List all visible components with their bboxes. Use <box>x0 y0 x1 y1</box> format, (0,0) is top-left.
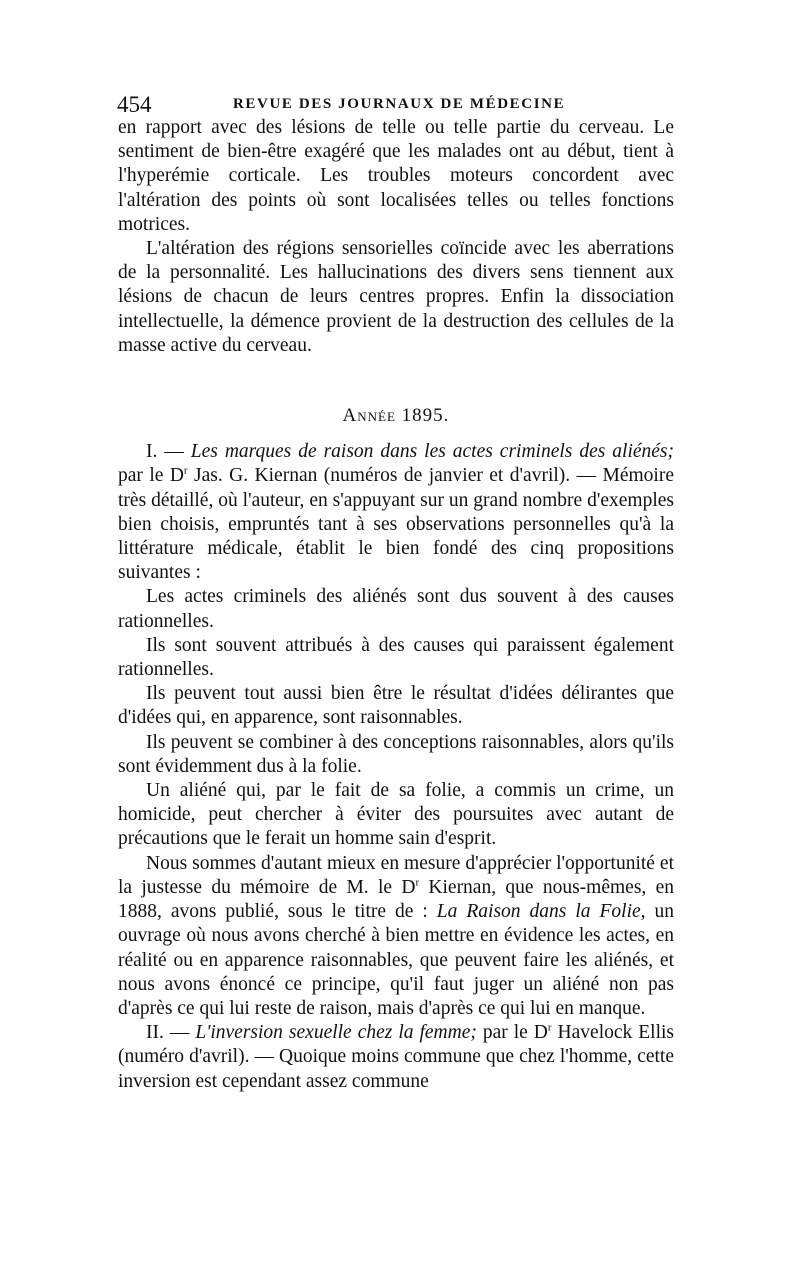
page-header <box>117 92 673 118</box>
running-title: REVUE DES JOURNAUX DE MÉDECINE <box>233 96 566 112</box>
proposition: Un aliéné qui, par le fait de sa folie, a commis un crime, un homicide, peut chercher à éviter des poursuites avec autant de précautions que le ferait un homme sain d'esprit. <box>118 780 674 850</box>
item-number: I. — <box>146 441 191 463</box>
body-text <box>118 116 674 1094</box>
proposition: Ils sont souvent attribués à des causes qui paraissent également rationnelles. <box>118 634 674 681</box>
article-title: Les marques de raison dans les actes criminels des aliénés; <box>190 441 674 463</box>
commentary-paragraph: Nous sommes d'autant mieux en mesure d'apprécier l'opportunité et la justesse du mémoire de M. le $D^r$ Kiernan, que nous-mêmes, en 1888, avons publié, sous le titre de : La Raison dans la Folie, un ouvrage où nous avons cherché à bien mettre en évidence les actes, en réalité ou en apparence raisonnables, que peuvent faire les aliénés, et nous avons énoncé ce principe, qu'il faut juger un aliéné non pas d'après ce qui lui reste de raison, mais d'après ce qui lui en manque. <box>118 852 674 1019</box>
review-item-1: I. — Les marques de raison dans les actes criminels des aliénés; par le $D^r$ Jas. G. Kiernan (numéros de janvier et d'avril). — Mémoire très détaillé, où l'auteur, en s'appuyant sur un grand nombre d'exemples bien choisis, empruntés tant à ses observations personnelles qu'à la littérature médicale, établit le bien fondé des cinq propositions suivantes : <box>118 441 674 584</box>
proposition: Ils peuvent se combiner à des conceptions raisonnables, alors qu'ils sont évidemment dus à la folie. <box>118 731 674 777</box>
paragraph: L'altération des régions sensorielles coïncide avec les aberrations de la personnalité. Les hallucinations des divers sens tiennent aux lésions de chacun de leurs centres propres. Enfin la dissociation intellectuelle, la démence provient de la destruction des cellules de la masse active du cerveau. <box>118 238 674 356</box>
review-item-2: II. — L'inversion sexuelle chez la femme; par le $D^r$ Havelock Ellis (numéro d'avril). — Quoique moins commune que chez l'homme, cette inversion est cependant assez commune <box>118 1021 674 1092</box>
page-number: 454 <box>117 92 152 117</box>
book-title: La Raison dans la Folie, <box>436 901 646 923</box>
proposition: Ils peuvent tout aussi bien être le résultat d'idées délirantes que d'idées qui, en apparence, sont raisonnables. <box>118 683 674 729</box>
section-title: Année 1895. <box>342 405 450 427</box>
proposition: Les actes criminels des aliénés sont dus souvent à des causes rationnelles. <box>118 586 674 632</box>
paragraph-continuation: en rapport avec des lésions de telle ou telle partie du cerveau. Le sentiment de bien-être exagéré que les malades ont au début, tient à l'hyperémie corticale. Les troubles moteurs concordent avec l'altération des points où sont localisées telles ou telles fonctions motrices. <box>118 117 674 235</box>
article-title: L'inversion sexuelle chez la femme; <box>195 1022 477 1044</box>
item-number: II. — <box>146 1022 196 1044</box>
